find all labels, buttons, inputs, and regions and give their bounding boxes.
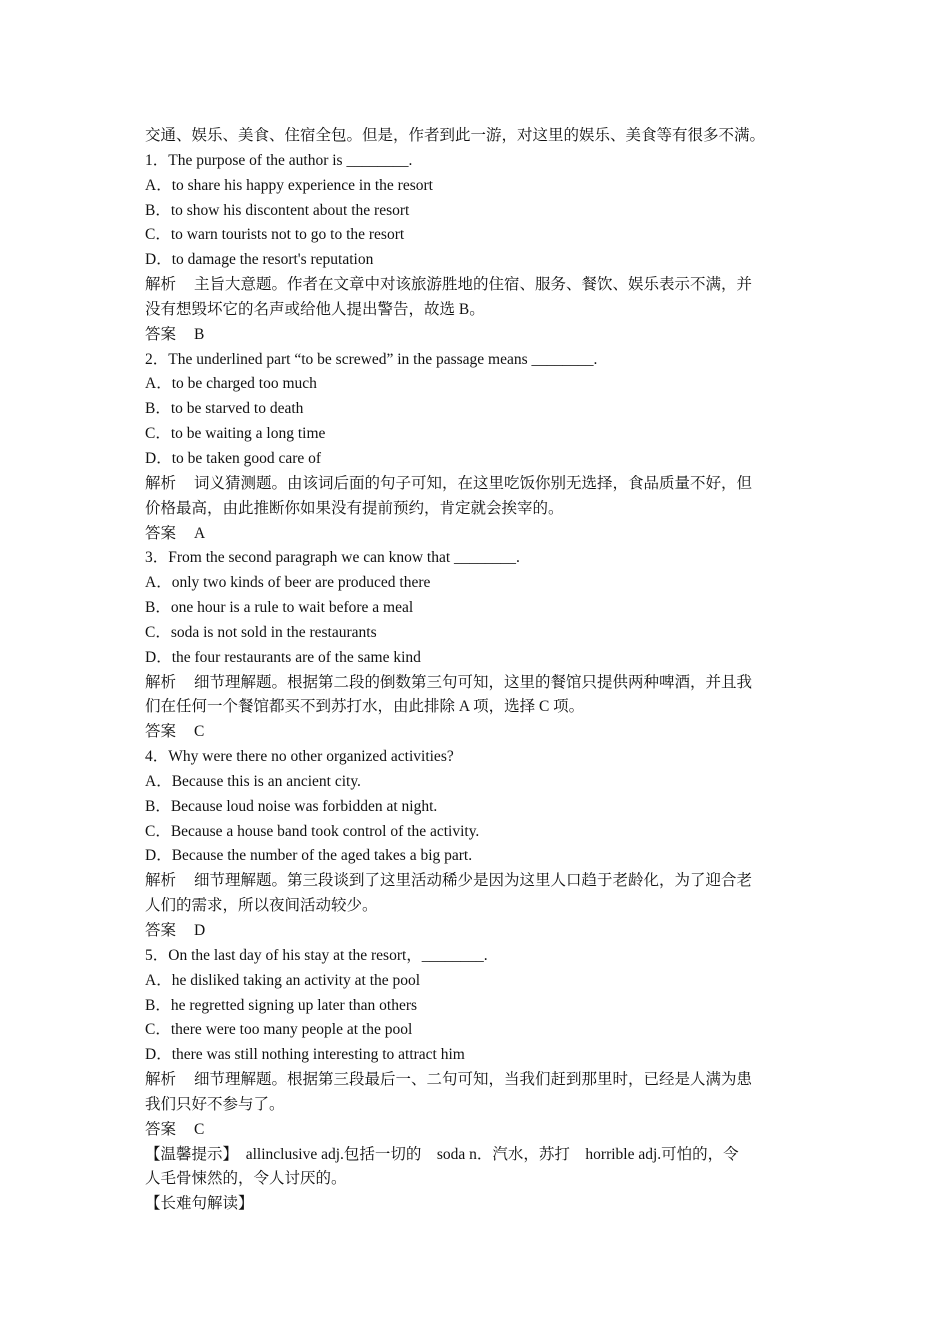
analysis-text: 价格最高，由此推断你如果没有提前预约，肯定就会挨宰的。 (145, 499, 564, 517)
question-block (145, 745, 810, 944)
answer-option: A．to share his happy experience in the resort (145, 176, 433, 194)
analysis-line (145, 298, 810, 323)
analysis-label: 解析 (145, 276, 177, 294)
answer-option: C．there were too many people at the pool (145, 1021, 413, 1039)
answer-option: C．Because a house band took control of the activity. (145, 822, 480, 840)
intro-line: 交通、娱乐、美食、住宿全包。但是，作者到此一游，对这里的娱乐、美食等有很多不满。 (145, 127, 766, 144)
analysis-text: 没有想毁坏它的名声或给他人提出警告，故选 B。 (145, 300, 485, 318)
tips-line-1: 【温馨提示】 allinclusive adj.包括一切的 soda n．汽水，苏打 horrible adj.可怕的，令 (145, 1145, 739, 1163)
question-block (145, 149, 810, 348)
answer-label: 答案 (145, 723, 177, 741)
analysis-line (145, 695, 810, 720)
question-list (145, 149, 810, 1143)
analysis-text: 主旨大意题。作者在文章中对该旅游胜地的住宿、服务、餐饮、娱乐表示不满，并 (194, 276, 753, 294)
question-stem: 4．Why were there no other organized activities? (145, 748, 454, 766)
answer-option: B．he regretted signing up later than others (145, 996, 418, 1014)
question-block (145, 546, 810, 745)
question-stem: 2．The underlined part “to be screwed” in the passage means ________. (145, 350, 598, 368)
analysis-text: 我们只好不参与了。 (145, 1095, 285, 1113)
analysis-label: 解析 (145, 872, 177, 890)
answer-option: B．to show his discontent about the resort (145, 201, 410, 219)
answer-option: C．to warn tourists not to go to the resort (145, 226, 405, 244)
analysis-line (145, 497, 810, 522)
analysis-text: 细节理解题。根据第二段的倒数第三句可知，这里的餐馆只提供两种啤酒，并且我 (194, 673, 753, 691)
question-stem: 5．On the last day of his stay at the resort，________. (145, 946, 488, 964)
question-stem: 3．From the second paragraph we can know that ________. (145, 549, 520, 567)
answer-label: 答案 (145, 1120, 177, 1138)
question-block (145, 348, 810, 547)
answer-line (145, 919, 810, 944)
answer-value: C (194, 1120, 205, 1138)
analysis-line (145, 1068, 810, 1093)
answer-label: 答案 (145, 325, 177, 343)
section-heading: 【长难句解读】 (145, 1195, 254, 1213)
answer-value: D (194, 922, 206, 939)
answer-option: A．Because this is an ancient city. (145, 772, 361, 790)
analysis-line (145, 273, 810, 298)
answer-option: D．Because the number of the aged takes a big part. (145, 847, 473, 865)
question-stem: 1．The purpose of the author is ________. (145, 151, 413, 169)
question-block (145, 944, 810, 1143)
analysis-line (145, 671, 810, 696)
answer-value: A (194, 524, 206, 542)
answer-line (145, 323, 810, 348)
answer-option: A．he disliked taking an activity at the pool (145, 971, 421, 989)
analysis-text: 细节理解题。第三段谈到了这里活动稀少是因为这里人口趋于老龄化，为了迎合老 (194, 872, 753, 890)
tips-line-2: 人毛骨悚然的，令人讨厌的。 (145, 1170, 347, 1188)
analysis-text: 词义猜测题。由该词后面的句子可知，在这里吃饭你别无选择，食品质量不好，但 (194, 474, 753, 492)
document-page (145, 124, 810, 1217)
analysis-text: 们在任何一个餐馆都买不到苏打水，由此排除 A 项，选择 C 项。 (145, 698, 585, 716)
answer-value: B (194, 325, 205, 343)
answer-option: A．to be charged too much (145, 375, 317, 393)
answer-option: C．to be waiting a long time (145, 425, 326, 443)
analysis-line (145, 1093, 810, 1118)
answer-option: D．there was still nothing interesting to attract him (145, 1046, 465, 1064)
answer-option: D．the four restaurants are of the same kind (145, 648, 421, 666)
analysis-label: 解析 (145, 1071, 177, 1089)
analysis-line (145, 894, 810, 919)
answer-option: A．only two kinds of beer are produced there (145, 574, 431, 592)
answer-line (145, 522, 810, 547)
answer-option: B．one hour is a rule to wait before a meal (145, 599, 414, 617)
analysis-label: 解析 (145, 673, 177, 691)
analysis-text: 细节理解题。根据第三段最后一、二句可知，当我们赶到那里时，已经是人满为患 (194, 1071, 753, 1089)
analysis-line (145, 869, 810, 894)
answer-value: C (194, 723, 205, 741)
answer-line (145, 720, 810, 745)
answer-option: D．to damage the resort's reputation (145, 251, 374, 269)
answer-option: B．to be starved to death (145, 400, 304, 418)
answer-option: D．to be taken good care of (145, 449, 322, 467)
answer-label: 答案 (145, 524, 177, 542)
answer-label: 答案 (145, 922, 177, 939)
answer-option: C．soda is not sold in the restaurants (145, 623, 377, 641)
answer-line (145, 1118, 810, 1143)
analysis-text: 人们的需求，所以夜间活动较少。 (145, 897, 378, 915)
analysis-line (145, 472, 810, 497)
analysis-label: 解析 (145, 474, 177, 492)
answer-option: B．Because loud noise was forbidden at night. (145, 797, 438, 815)
